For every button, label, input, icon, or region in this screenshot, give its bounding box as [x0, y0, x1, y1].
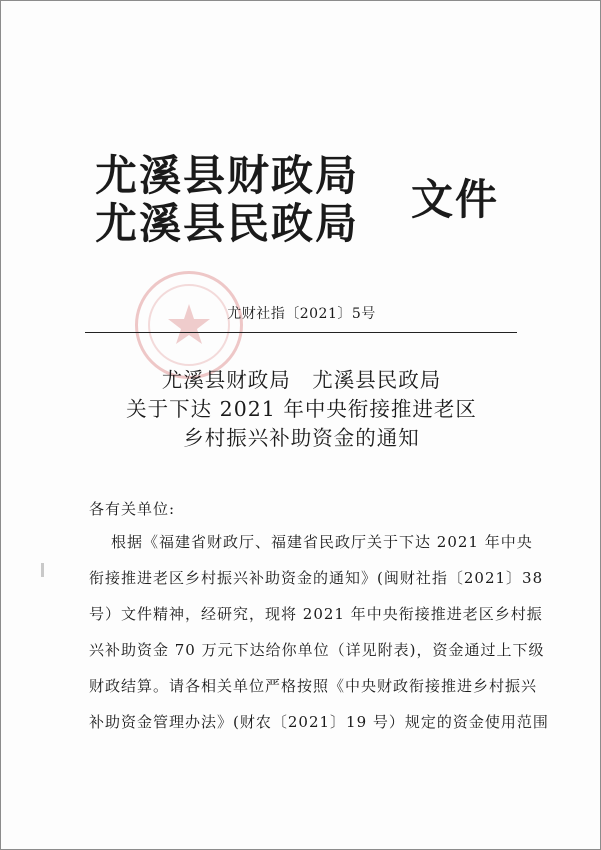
title-line-3: 乡村振兴补助资金的通知	[183, 426, 420, 450]
header-divider	[85, 332, 517, 333]
official-seal	[135, 271, 243, 379]
issuer-civil-affairs-bureau: 尤溪县民政局	[95, 199, 360, 248]
title-line-1: 尤溪县财政局 尤溪县民政局	[161, 368, 442, 392]
body-line-1: 根据《福建省财政厅、福建省民政厅关于下达 2021 年中央	[111, 533, 533, 551]
body-line-2: 衔接推进老区乡村振兴补助资金的通知》(闽财社指〔2021〕38	[89, 569, 544, 587]
body-line-4: 兴补助资金 70 万元下达给你单位（详见附表)，资金通过上下级	[89, 641, 545, 659]
salutation: 各有关单位:	[89, 500, 176, 518]
scan-mark	[41, 563, 44, 577]
title-line-2: 关于下达 2021 年中央衔接推进老区	[126, 397, 477, 421]
body-line-6: 补助资金管理办法》(财农〔2021〕19 号）规定的资金使用范围	[89, 713, 549, 731]
body-line-5: 财政结算。请各相关单位严格按照《中央财政衔接推进乡村振兴	[89, 677, 538, 695]
document-header	[95, 153, 515, 249]
seal-star-icon	[138, 274, 240, 376]
issuer-finance-bureau: 尤溪县财政局	[95, 151, 360, 200]
body-line-3: 号）文件精神，经研究，现将 2021 年中央衔接推进老区乡村振	[89, 605, 543, 623]
document-word: 文件	[411, 175, 500, 224]
document-number: 尤财社指〔2021〕5号	[227, 306, 376, 322]
